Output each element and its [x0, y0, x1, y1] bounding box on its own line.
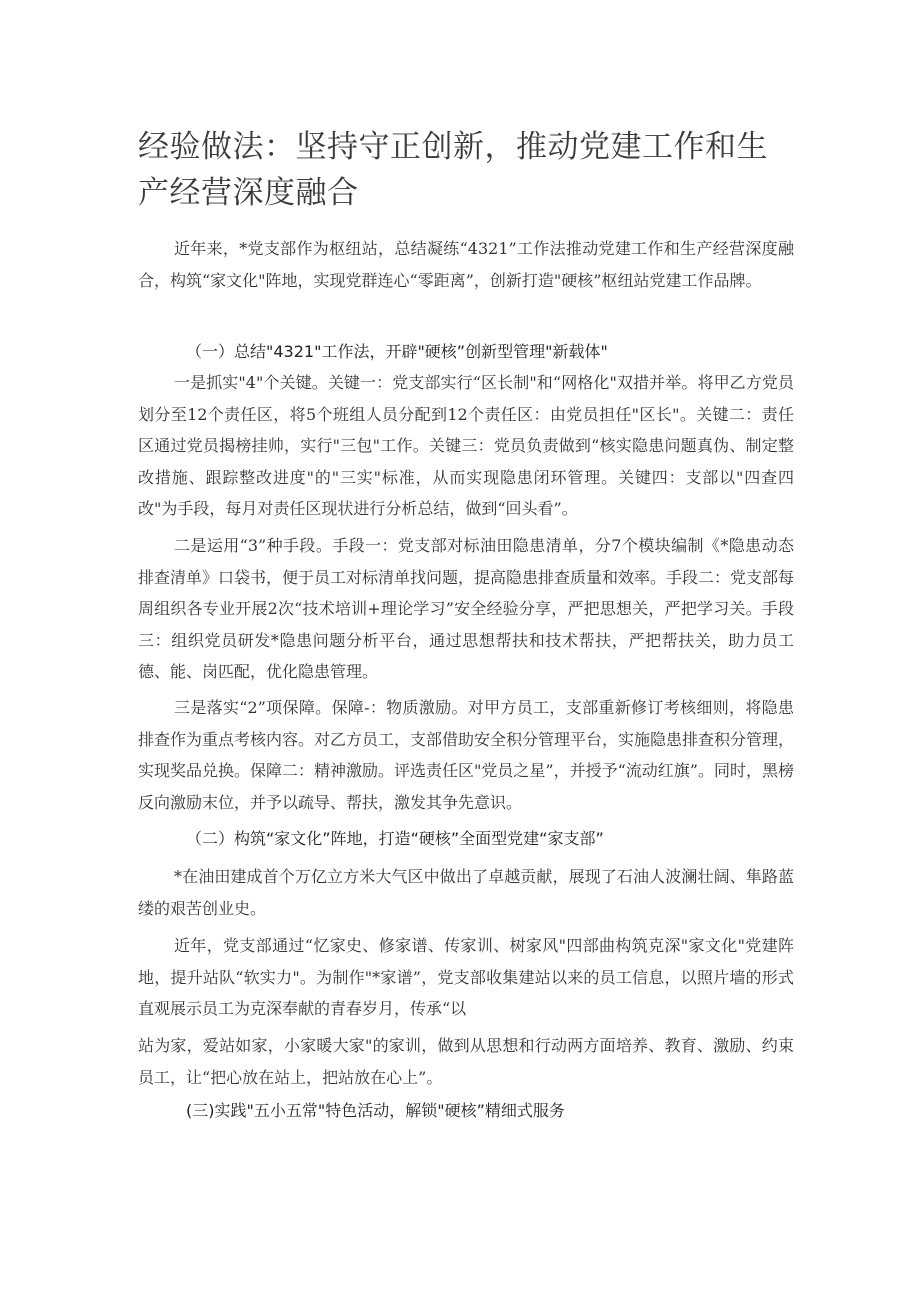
document-title: 经验做法：坚持守正创新，推动党建工作和生产经营深度融合 — [138, 129, 768, 211]
intro-paragraph: 近年来，*党支部作为枢纽站，总结凝练“4321”工作法推动党建工作和生产经营深度融合，构筑“家文化"阵地，实现党群连心“零距离”，创新打造"硬核”枢纽站党建工作品牌。 — [138, 239, 794, 290]
paragraph-home-culture: 近年，党支部通过“忆家史、修家谱、传家训、树家风"四部曲构筑克深"家文化"党建阵地，提升站队“软实力"。为制作"*家谱”，党支部收集建站以来的员工信息，以照片墙的形式直观展示员工为克深奉献的青春岁月，传承“以 — [138, 936, 794, 1018]
paragraph-history: *在油田建成首个万亿立方米大气区中做出了卓越贡献，展现了石油人波澜壮阔、隼路蓝缕的艰苦创业史。 — [138, 867, 794, 918]
paragraph-home-motto: 站为家，爱站如家，小家暖大家"的家训，做到从思想和行动两方面培养、教育、激励、约束员工，让“把心放在站上，把站放在心上”。 — [138, 1036, 794, 1087]
paragraph-three-means: 二是运用“3”种手段。手段一：党支部对标油田隐患清单，分7个模块编制《*隐患动态排查清单》口袋书，便于员工对标清单找问题，提高隐患排查质量和效率。手段二：党支部每周组织各专业开展2次“技术培训+理论学习”安全经验分享，严把思想关，严把学习关。手段三：组织党员研发*隐患问题分析平台，通过思想帮扶和技术帮扶，严把帮扶关，助力员工德、能、岗匹配，优化隐患管理。 — [138, 536, 795, 681]
section-heading-3: (三)实践"五小五常"特色活动，解锁"硬核”精细式服务 — [186, 1101, 565, 1120]
paragraph-two-guarantees: 三是落实“2”项保障。保障-：物质激励。对甲方员工，支部重新修订考核细则，将隐患排查作为重点考核内容。对乙方员工，支部借助安全积分管理平台，实施隐患排查积分管理，实现奖品兑换。保障二：精神激励。评选责任区"党员之星”，并授予“流动红旗”。同时，黑榜反向激励末位，并予以疏导、帮扶，激发其争先意识。 — [138, 698, 795, 812]
paragraph-key-points: 一是抓实"4"个关键。关键一：党支部实行“区长制"和“网格化"双措并举。将甲乙方党员划分至12个责任区，将5个班组人员分配到12个责任区：由党员担任"区长"。关键二：责任区通过党员揭榜挂帅，实行"三包"工作。关键三：党员负责做到“核实隐患问题真伪、制定整改措施、跟踪整改进度"的"三实"标准，从而实现隐患闭环管理。关键四：支部以"四查四改"为手段，每月对责任区现状进行分析总结，做到“回头看”。 — [138, 373, 794, 518]
section-heading-1: （一）总结"4321"工作法，开辟"硬核”创新型管理"新载体" — [186, 342, 608, 361]
section-heading-2: （二）构筑“家文化”阵地，打造“硬核”全面型党建“家支部” — [186, 829, 604, 848]
